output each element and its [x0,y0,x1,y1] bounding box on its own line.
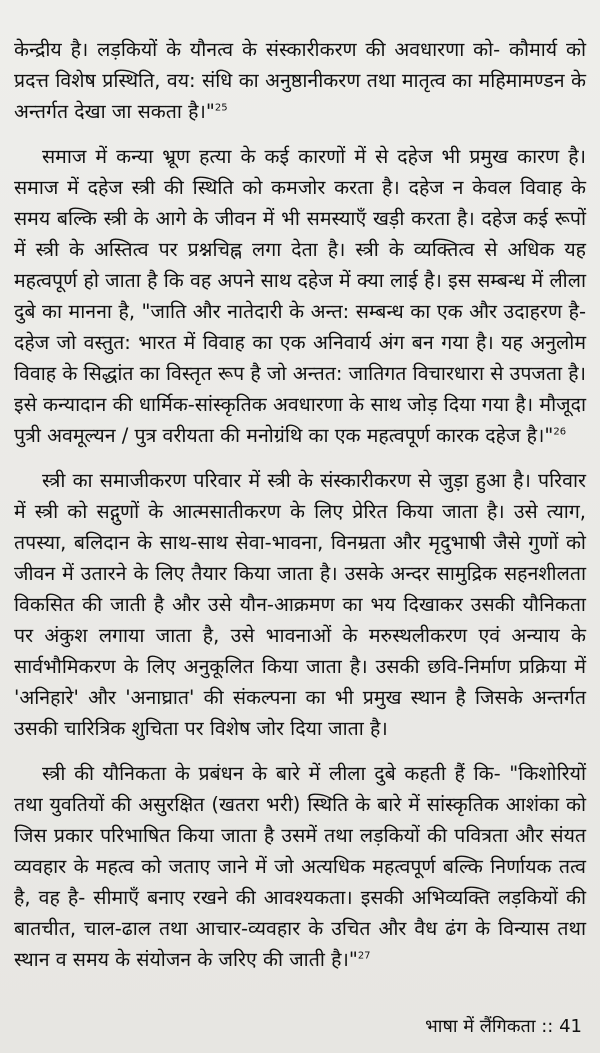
paragraph-1-text: केन्द्रीय है। लड़कियों के यौनत्व के संस्कारीकरण की अवधारणा को- कौमार्य को प्रदत्त विशेष प्रस्थिति, वय: संधि का अनुष्ठानीकरण तथा मातृत्व का महिमामण्डन के अन्तर्गत देखा जा सकता है।" [14,38,586,123]
paragraph-4 [14,758,586,975]
paragraph-3 [14,465,586,744]
paragraph-2-text: समाज में कन्या भ्रूण हत्या के कई कारणों में से दहेज भी प्रमुख कारण है। समाज में दहेज स्त्री की स्थिति को कमजोर करता है। दहेज न केवल विवाह के समय बल्कि स्त्री के आगे के जीवन में भी समस्याएँ खड़ी करता है। दहेज कई रूपों में स्त्री के अस्तित्व पर प्रश्नचिह्न लगा देता है। स्त्री के व्यक्तित्व से अधिक यह महत्वपूर्ण हो जाता है कि वह अपने साथ दहेज में क्या लाई है। इस सम्बन्ध में लीला दुबे का मानना है, "जाति और नातेदारी के अन्त: सम्बन्ध का एक और उदाहरण है- दहेज जो वस्तुत: भारत में विवाह का एक अनिवार्य अंग बन गया है। यह अनुलोम विवाह के सिद्धांत का विस्तृत रूप है जो अन्तत: जातिगत विचारधारा से उपजता है। इसे कन्यादान की धार्मिक-सांस्कृतिक अवधारणा के साथ जोड़ दिया गया है। मौजूदा पुत्री अवमूल्यन / पुत्र वरीयता की मनोग्रंथि का एक महत्वपूर्ण कारक दहेज है।" [14,145,586,447]
page-number: 41 [559,1016,582,1037]
paragraph-1 [14,34,586,127]
page-footer [425,1015,582,1039]
paragraph-2 [14,141,586,451]
running-title: भाषा में लैंगिकता [425,1016,536,1037]
footnote-ref-25: 25 [214,102,228,114]
paragraph-3-text: स्त्री का समाजीकरण परिवार में स्त्री के संस्कारीकरण से जुड़ा हुआ है। परिवार में स्त्री को सद्गुणों के आत्मसातीकरण के लिए प्रेरित किया जाता है। उसे त्याग, तपस्या, बलिदान के साथ-साथ सेवा-भावना, विनम्रता और मृदुभाषी जैसे गुणों को जीवन में उतारने के लिए तैयार किया जाता है। उसके अन्दर सामुद्रिक सहनशीलता विकसित की जाती है और उसे यौन-आक्रमण का भय दिखाकर उसकी यौनिकता पर अंकुश लगाया जाता है, उसे भावनाओं के मरुस्थलीकरण एवं अन्याय के सार्वभौमिकरण के लिए अनुकूलित किया जाता है। उसकी छवि-निर्माण प्रक्रिया में 'अनिहारे' और 'अनाघ्रात' की संकल्पना का भी प्रमुख स्थान है जिसके अन्तर्गत उसकी चारित्रिक शुचिता पर विशेष जोर दिया जाता है। [14,469,586,740]
footer-separator: :: [541,1016,554,1037]
footnote-ref-27: 27 [357,950,371,962]
footnote-ref-26: 26 [553,426,567,438]
paragraph-4-text: स्त्री की यौनिकता के प्रबंधन के बारे में लीला दुबे कहती हैं कि- "किशोरियों तथा युवतियों की असुरक्षित (खतरा भरी) स्थिति के बारे में सांस्कृतिक आशंका को जिस प्रकार परिभाषित किया जाता है उसमें तथा लड़कियों की पवित्रता और संयत व्यवहार के महत्व को जताए जाने में जो अत्यधिक महत्वपूर्ण बल्कि निर्णायक तत्व है, वह है- सीमाएँ बनाए रखने की आवश्यकता। इसकी अभिव्यक्ति लड़कियों की बातचीत, चाल-ढाल तथा आचार-व्यवहार के उचित और वैध ढंग के विन्यास तथा स्थान व समय के संयोजन के जरिए की जाती है।" [14,762,586,971]
